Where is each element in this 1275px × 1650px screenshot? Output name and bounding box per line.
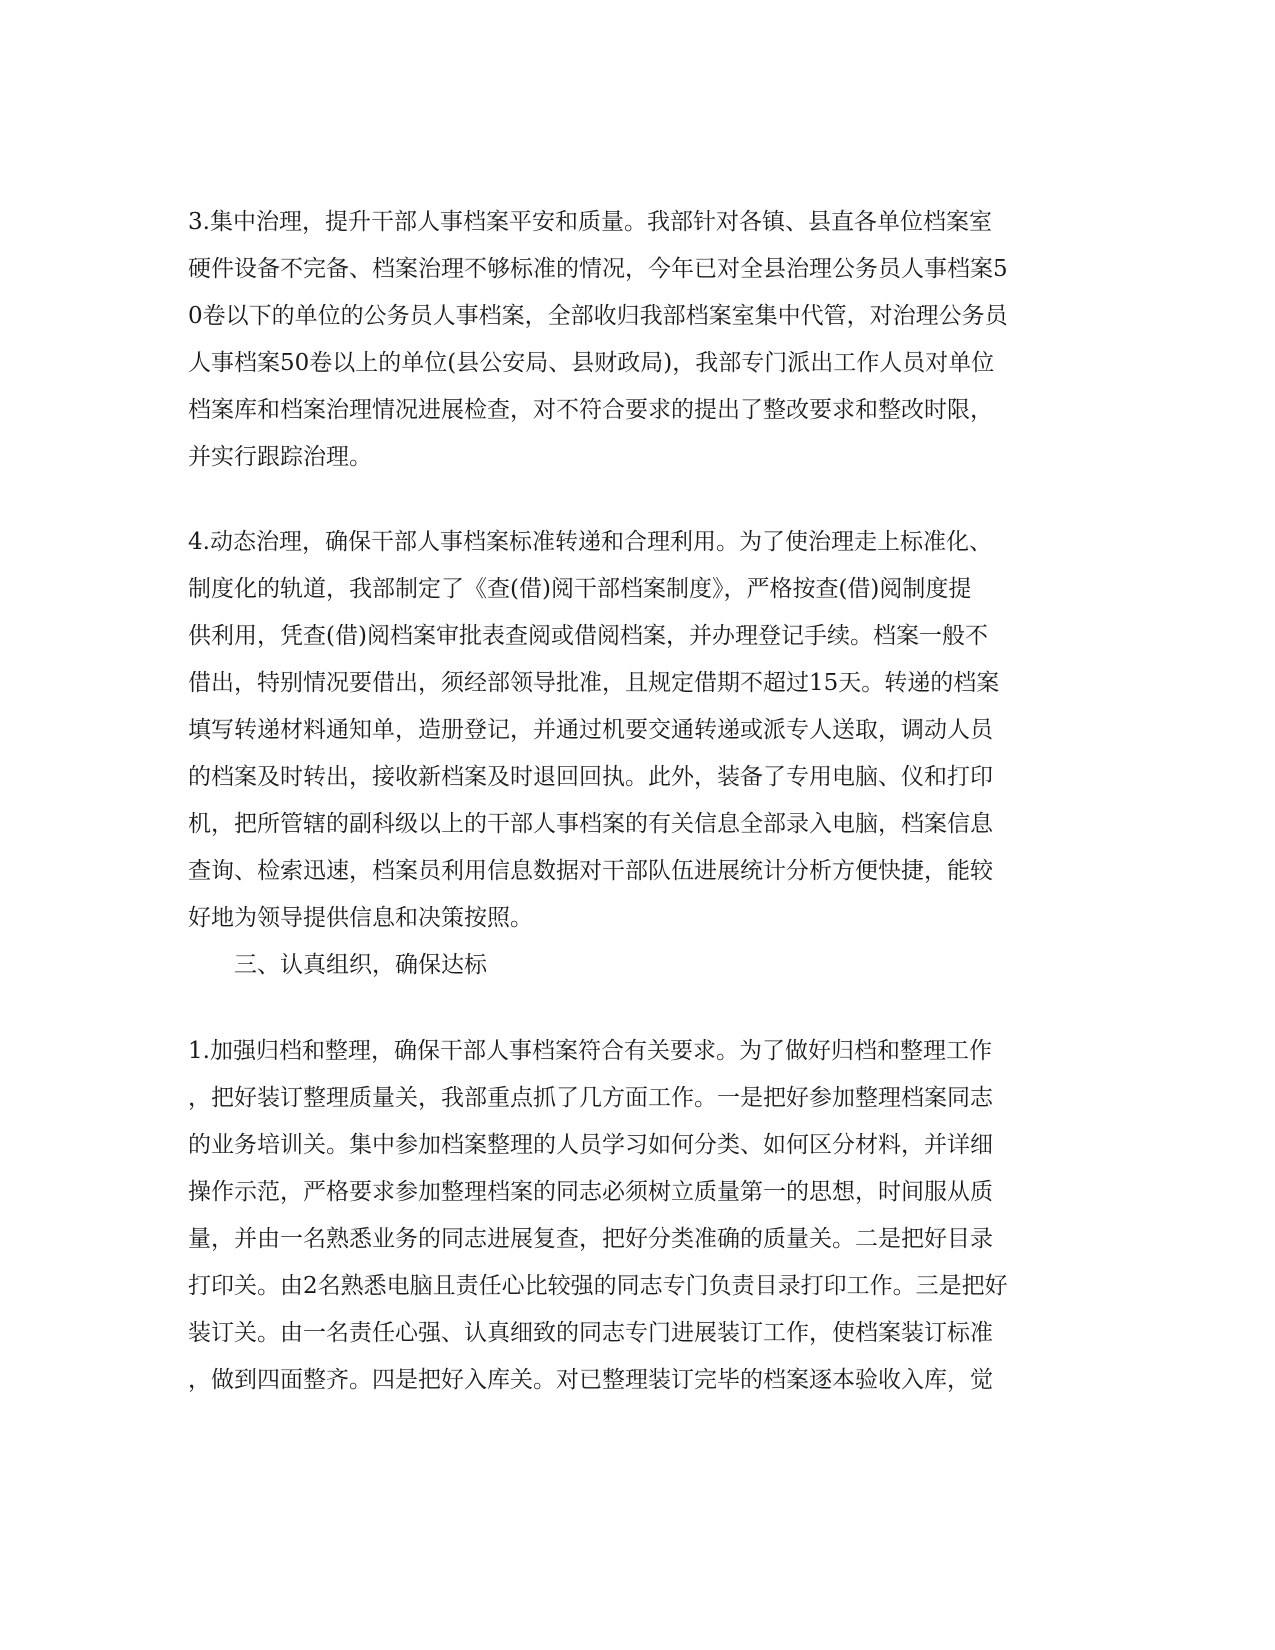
paragraph-4-line-7: 机，把所管辖的副科级以上的干部人事档案的有关信息全部录入电脑，档案信息 (188, 811, 993, 837)
paragraph-4-line-3: 供利用，凭查(借)阅档案审批表查阅或借阅档案，并办理登记手续。档案一般不 (188, 623, 988, 649)
paragraph-1-line-2: ，把好装订整理质量关，我部重点抓了几方面工作。一是把好参加整理档案同志 (188, 1085, 993, 1111)
paragraph-1-line-1: 1.加强归档和整理，确保干部人事档案符合有关要求。为了做好归档和整理工作 (188, 1038, 992, 1064)
paragraph-3-line-3: 0卷以下的单位的公务员人事档案，全部收归我部档案室集中代管，对治理公务员 (188, 303, 1008, 329)
paragraph-3-line-6: 并实行跟踪治理。 (188, 444, 372, 470)
paragraph-4-line-1: 4.动态治理，确保干部人事档案标准转递和合理利用。为了使治理走上标准化、 (188, 529, 992, 555)
paragraph-4-line-8: 查询、检索迅速，档案员利用信息数据对干部队伍进展统计分析方便快捷，能较 (188, 858, 993, 884)
paragraph-1-line-8: ，做到四面整齐。四是把好入库关。对已整理装订完毕的档案逐本验收入库，觉 (188, 1367, 993, 1393)
paragraph-4-line-4: 借出，特别情况要借出，须经部领导批准，且规定借期不超过15天。转递的档案 (188, 670, 1000, 696)
paragraph-1-line-4: 操作示范，严格要求参加整理档案的同志必须树立质量第一的思想，时间服从质 (188, 1179, 993, 1205)
section-heading: 三、认真组织，确保达标 (234, 952, 487, 978)
paragraph-4-line-5: 填写转递材料通知单，造册登记，并通过机要交通转递或派专人送取，调动人员 (188, 717, 993, 743)
paragraph-1-line-3: 的业务培训关。集中参加档案整理的人员学习如何分类、如何区分材料，并详细 (188, 1132, 993, 1158)
paragraph-1-line-6: 打印关。由2名熟悉电脑且责任心比较强的同志专门负责目录打印工作。三是把好 (188, 1273, 1008, 1299)
paragraph-3-line-5: 档案库和档案治理情况进展检查，对不符合要求的提出了整改要求和整改时限， (188, 397, 993, 423)
paragraph-1-line-5: 量，并由一名熟悉业务的同志进展复查，把好分类准确的质量关。二是把好目录 (188, 1226, 993, 1252)
paragraph-1-line-7: 装订关。由一名责任心强、认真细致的同志专门进展装订工作，使档案装订标准 (188, 1320, 993, 1346)
paragraph-3-line-2: 硬件设备不完备、档案治理不够标准的情况，今年已对全县治理公务员人事档案5 (188, 256, 1008, 282)
paragraph-3-line-4: 人事档案50卷以上的单位(县公安局、县财政局)，我部专门派出工作人员对单位 (188, 350, 995, 376)
paragraph-3-line-1: 3.集中治理，提升干部人事档案平安和质量。我部针对各镇、县直各单位档案室 (188, 209, 992, 235)
paragraph-4-line-2: 制度化的轨道，我部制定了《查(借)阅干部档案制度》，严格按查(借)阅制度提 (188, 576, 972, 602)
paragraph-4-line-9: 好地为领导提供信息和决策按照。 (188, 905, 533, 931)
paragraph-4-line-6: 的档案及时转出，接收新档案及时退回回执。此外，装备了专用电脑、仪和打印 (188, 764, 993, 790)
